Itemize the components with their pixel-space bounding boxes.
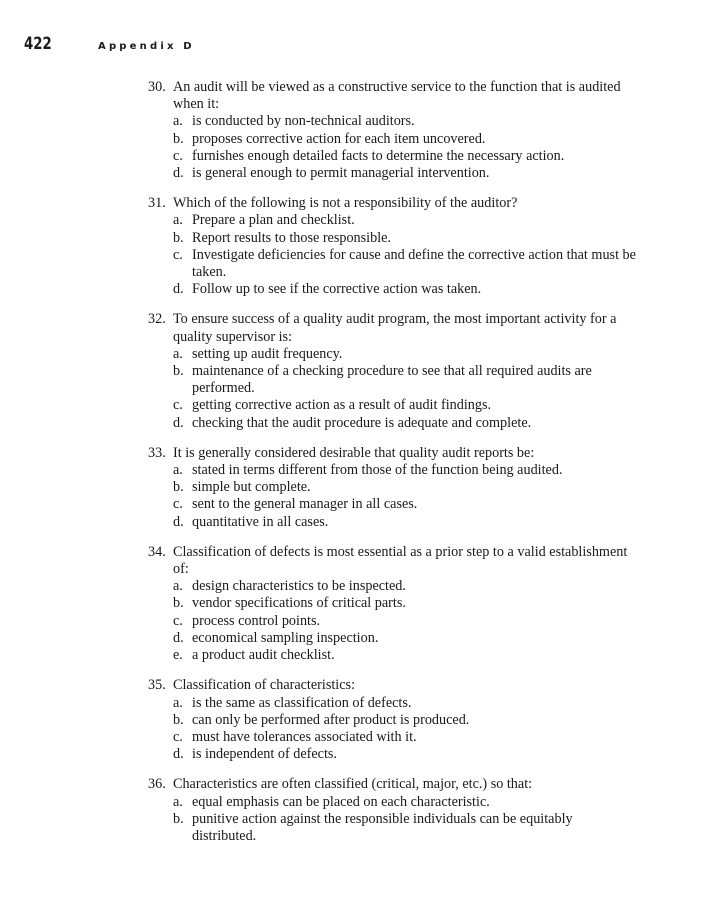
question-number: 30. — [148, 79, 166, 95]
option-text: Follow up to see if the corrective action was taken. — [192, 281, 482, 298]
answer-option-b — [173, 479, 638, 496]
answer-option-d — [173, 630, 638, 647]
option-text: vendor specifications of critical parts. — [192, 595, 406, 612]
question-text: To ensure success of a quality audit program, the most important activity for a quality supervisor is: — [173, 311, 617, 345]
running-head: Appendix D — [98, 41, 195, 52]
answer-option-a — [173, 578, 638, 595]
answer-option-d — [173, 415, 638, 432]
option-text: quantitative in all cases. — [192, 513, 329, 530]
answer-options — [173, 462, 638, 531]
question-text: It is generally considered desirable that quality audit reports be: — [173, 444, 535, 461]
page-number: 422 — [24, 34, 52, 54]
question-number: 31. — [148, 195, 166, 212]
option-letter: a. — [173, 578, 183, 595]
option-letter: c. — [173, 612, 183, 629]
question-number: 32. — [148, 311, 166, 328]
answer-option-b — [173, 230, 638, 247]
option-letter: d. — [173, 414, 184, 431]
option-letter: a. — [173, 793, 183, 810]
answer-option-c — [173, 613, 638, 630]
option-text: proposes corrective action for each item uncovered. — [192, 130, 486, 147]
question-text: Which of the following is not a responsibility of the auditor? — [173, 195, 518, 212]
answer-options — [173, 212, 638, 298]
option-letter: c. — [173, 147, 183, 164]
question-list — [148, 79, 638, 858]
answer-options — [173, 578, 638, 664]
option-letter: d. — [173, 513, 184, 530]
option-letter: e. — [173, 647, 183, 664]
answer-options — [173, 695, 638, 764]
option-text: punitive action against the responsible individuals can be equitably distributed. — [192, 810, 573, 844]
question-36 — [148, 776, 638, 845]
answer-option-b — [173, 595, 638, 612]
option-letter: b. — [173, 229, 184, 246]
answer-option-c — [173, 397, 638, 414]
option-text: a product audit checklist. — [192, 647, 335, 664]
answer-option-b — [173, 131, 638, 148]
answer-option-e — [173, 647, 638, 664]
question-30 — [148, 79, 638, 182]
answer-option-b — [173, 712, 638, 729]
option-text: simple but complete. — [192, 479, 311, 496]
answer-options — [173, 346, 638, 432]
option-letter: b. — [173, 810, 184, 827]
answer-option-c — [173, 496, 638, 513]
option-letter: c. — [173, 728, 183, 745]
option-text: checking that the audit procedure is adequate and complete. — [192, 414, 532, 431]
option-text: Prepare a plan and checklist. — [192, 212, 355, 229]
option-text: economical sampling inspection. — [192, 629, 379, 646]
question-text: Classification of characteristics: — [173, 677, 356, 694]
question-stem — [148, 445, 638, 462]
option-text: Investigate deficiencies for cause and define the corrective action that must be taken. — [192, 246, 636, 281]
option-text: sent to the general manager in all cases. — [192, 496, 418, 513]
option-text: setting up audit frequency. — [192, 345, 343, 362]
answer-option-d — [173, 746, 638, 763]
option-letter: a. — [173, 345, 183, 362]
option-text: must have tolerances associated with it. — [192, 728, 417, 745]
answer-option-d — [173, 281, 638, 298]
question-stem — [148, 677, 638, 694]
question-31 — [148, 195, 638, 298]
answer-option-b — [173, 363, 638, 397]
option-letter: a. — [173, 694, 183, 711]
option-text: Report results to those responsible. — [192, 229, 391, 246]
option-letter: a. — [173, 462, 183, 479]
option-text: stated in terms different from those of the function being audited. — [192, 462, 563, 479]
answer-option-a — [173, 462, 638, 479]
answer-option-c — [173, 247, 638, 281]
answer-option-a — [173, 113, 638, 130]
option-text: process control points. — [192, 612, 321, 629]
option-letter: b. — [173, 363, 184, 380]
answer-option-d — [173, 165, 638, 182]
option-text: design characteristics to be inspected. — [192, 578, 406, 595]
option-letter: d. — [173, 281, 184, 298]
option-letter: c. — [173, 397, 183, 414]
option-text: getting corrective action as a result of audit findings. — [192, 397, 492, 414]
answer-option-c — [173, 148, 638, 165]
question-stem — [148, 311, 638, 345]
option-letter: b. — [173, 130, 184, 147]
option-letter: d. — [173, 629, 184, 646]
question-text: Classification of defects is most essential as a prior step to a valid establishment of: — [173, 543, 628, 578]
answer-option-a — [173, 212, 638, 229]
question-number: 35. — [148, 677, 166, 694]
option-text: is independent of defects. — [192, 746, 337, 763]
question-text: An audit will be viewed as a constructive service to the function that is audited when it: — [173, 79, 621, 113]
question-stem — [148, 776, 638, 793]
option-letter: d. — [173, 165, 184, 182]
answer-option-c — [173, 729, 638, 746]
question-number: 36. — [148, 776, 166, 793]
question-34 — [148, 544, 638, 664]
option-letter: b. — [173, 595, 184, 612]
option-text: is conducted by non-technical auditors. — [192, 113, 415, 130]
page-header — [24, 34, 195, 60]
answer-option-b — [173, 811, 638, 845]
answer-options — [173, 794, 638, 846]
option-letter: a. — [173, 113, 183, 130]
question-stem — [148, 79, 638, 113]
question-number: 34. — [148, 543, 166, 560]
option-letter: b. — [173, 479, 184, 496]
option-letter: b. — [173, 711, 184, 728]
option-text: equal emphasis can be placed on each characteristic. — [192, 793, 490, 810]
answer-option-d — [173, 514, 638, 531]
question-stem — [148, 195, 638, 212]
question-stem — [148, 544, 638, 578]
question-text: Characteristics are often classified (critical, major, etc.) so that: — [173, 776, 533, 793]
question-number: 33. — [148, 444, 166, 461]
option-text: can only be performed after product is produced. — [192, 711, 470, 728]
option-text: is the same as classification of defects. — [192, 694, 412, 711]
option-text: is general enough to permit managerial intervention. — [192, 165, 490, 182]
option-letter: c. — [173, 246, 183, 263]
option-text: maintenance of a checking procedure to see that all required audits are performed. — [192, 363, 592, 397]
question-35 — [148, 677, 638, 763]
answer-option-a — [173, 346, 638, 363]
option-letter: c. — [173, 496, 183, 513]
question-32 — [148, 311, 638, 431]
answer-option-a — [173, 794, 638, 811]
question-33 — [148, 445, 638, 531]
option-text: furnishes enough detailed facts to determine the necessary action. — [192, 147, 565, 164]
answer-options — [173, 113, 638, 182]
answer-option-a — [173, 695, 638, 712]
option-letter: d. — [173, 746, 184, 763]
option-letter: a. — [173, 212, 183, 229]
